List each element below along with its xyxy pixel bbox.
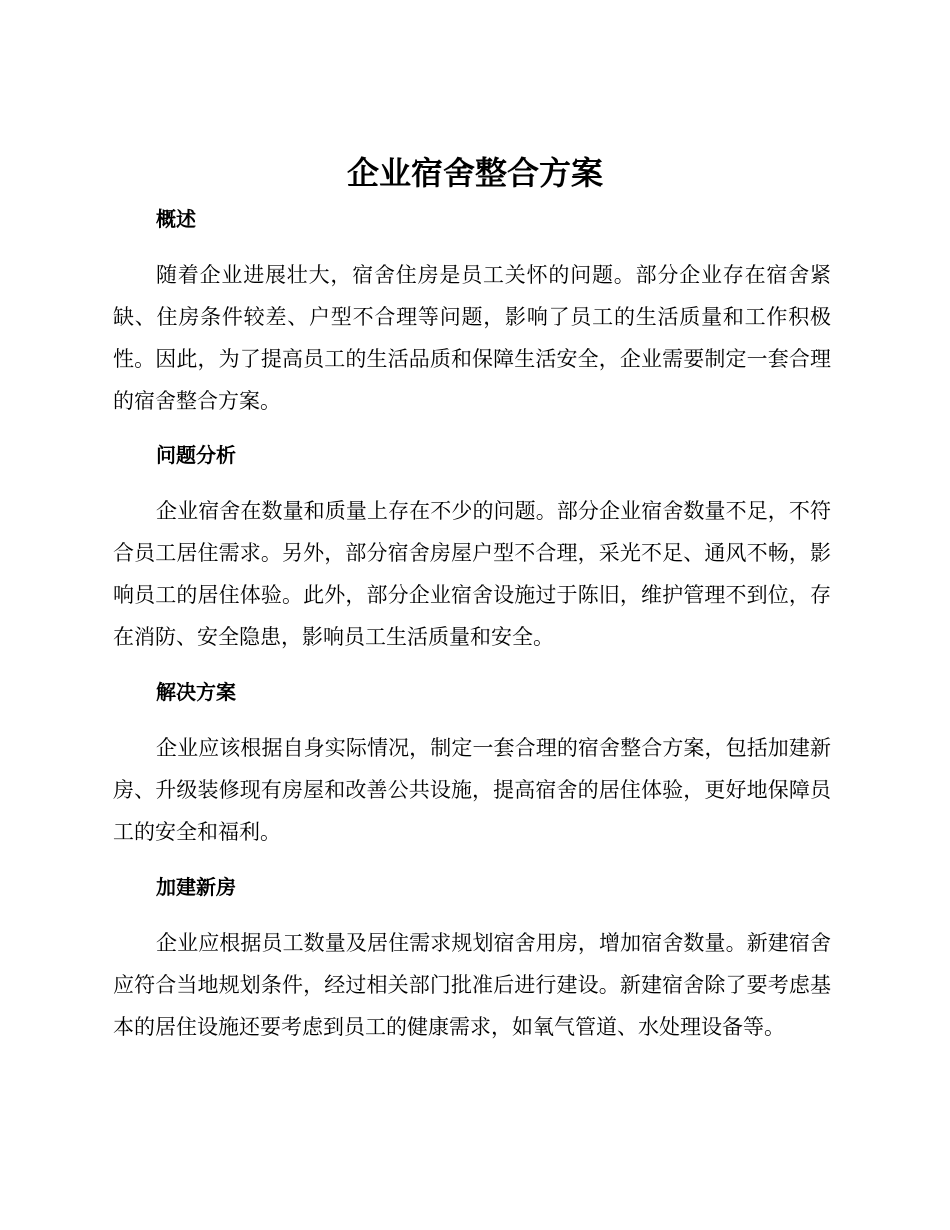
section-heading: 问题分析 [156, 443, 236, 467]
section-problem-analysis [113, 441, 831, 658]
document-title: 企业宿舍整合方案 [346, 154, 603, 192]
section-paragraph: 随着企业进展壮大，宿舍住房是员工关怀的问题。部分企业存在宿舍紧缺、住房条件较差、户型不合理等问题，影响了员工的生活质量和工作积极性。因此，为了提高员工的生活品质和保障生活安全，企业需要制定一套合理的宿舍整合方案。 [113, 263, 831, 413]
section-paragraph: 企业宿舍在数量和质量上存在不少的问题。部分企业宿舍数量不足，不符合员工居住需求。另外，部分宿舍房屋户型不合理，采光不足、通风不畅，影响员工的居住体验。此外，部分企业宿舍设施过于陈旧，维护管理不到位，存在消防、安全隐患，影响员工生活质量和安全。 [113, 499, 831, 649]
section-paragraph: 企业应根据员工数量及居住需求规划宿舍用房，增加宿舍数量。新建宿舍应符合当地规划条件，经过相关部门批准后进行建设。新建宿舍除了要考虑基本的居住设施还要考虑到员工的健康需求，如氧气管道、水处理设备等。 [113, 931, 831, 1039]
section-heading: 解决方案 [156, 680, 236, 704]
section-paragraph: 企业应该根据自身实际情况，制定一套合理的宿舍整合方案，包括加建新房、升级装修现有房屋和改善公共设施，提高宿舍的居住体验，更好地保障员工的安全和福利。 [113, 736, 831, 844]
section-new-building [113, 873, 831, 1048]
section-solution [113, 678, 831, 853]
section-heading: 加建新房 [156, 875, 236, 899]
section-overview [113, 205, 831, 422]
section-heading: 概述 [156, 207, 196, 231]
